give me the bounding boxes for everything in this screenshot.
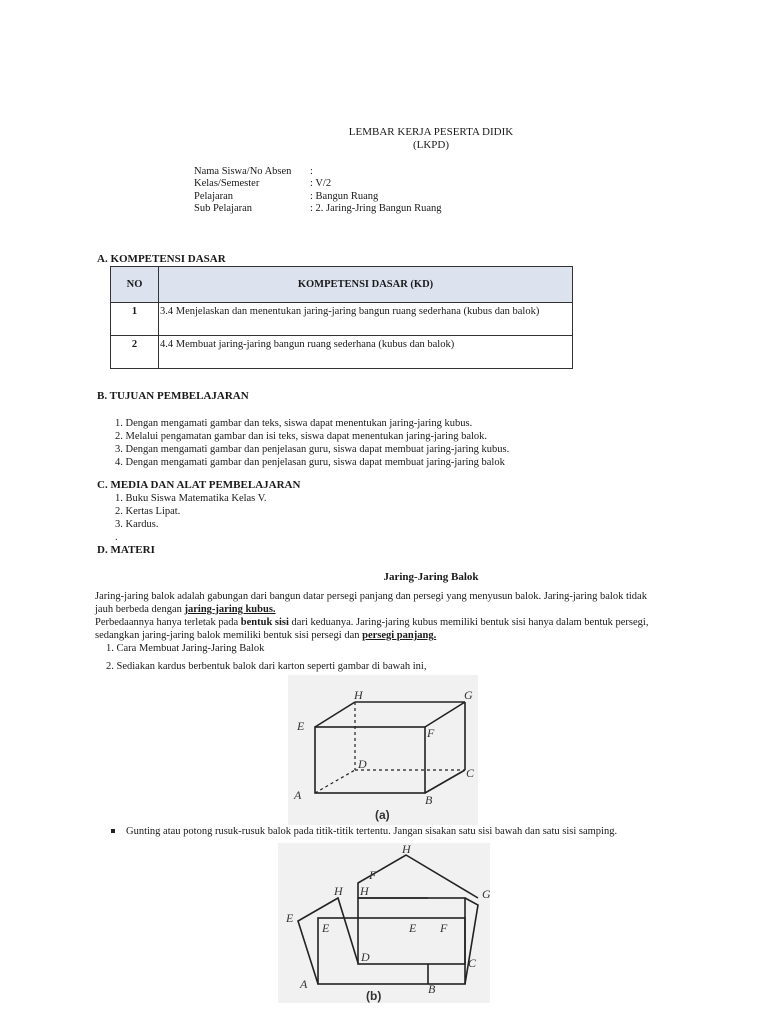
vertex-label: C (468, 956, 477, 970)
bullet-text: Gunting atau potong rusuk-rusuk balok pada titik-titik tertentu. Jangan sisakan satu sisi bawah dan satu sisi samping. (126, 826, 618, 837)
jaring-kubus-link[interactable]: jaring-jaring kubus. (184, 604, 276, 615)
identity-value: : (310, 166, 313, 177)
table-cell-no: 1 (111, 303, 159, 336)
vertex-label: H (402, 843, 411, 856)
kompetensi-table (110, 266, 573, 369)
identity-value: : Bangun Ruang (310, 191, 379, 202)
figure-b (278, 843, 490, 1003)
text: jauh berbeda dengan (95, 604, 185, 615)
table-header-kd: KOMPETENSI DASAR (KD) (159, 267, 573, 303)
paragraph (95, 590, 675, 642)
document-title: LEMBAR KERJA PESERTA DIDIK (348, 126, 514, 138)
identity-label: Nama Siswa/No Absen (194, 166, 292, 177)
section-d-heading: D. MATERI (97, 544, 155, 556)
vertex-label: H (334, 884, 343, 898)
text: Perbedaannya hanya terletak pada (95, 617, 241, 628)
jaring-balok-diagram (278, 843, 490, 1003)
table-row (111, 303, 573, 336)
table-header-row (111, 267, 573, 303)
balok-diagram (288, 675, 478, 825)
vertex-label: A (300, 977, 308, 991)
vertex-label: E (322, 921, 330, 935)
figure-caption: (b) (366, 989, 382, 1003)
vertex-label: A (294, 788, 302, 802)
list-item: 1. Dengan mengamati gambar dan teks, siswa dapat menentukan jaring-jaring kubus. (115, 418, 473, 429)
vertex-label: H (360, 884, 369, 898)
paragraph-line (95, 616, 675, 629)
list-item: 4. Dengan mengamati gambar dan penjelasan guru, siswa dapat membuat jaring-jaring balok (115, 457, 505, 468)
vertex-label: B (428, 982, 436, 996)
figure-caption: (a) (375, 808, 390, 822)
vertex-label: D (358, 757, 367, 771)
text: dari keduanya. Jaring-jaring kubus memiliki bentuk sisi hanya dalam bentuk persegi, (288, 617, 649, 628)
vertex-label: F (369, 868, 377, 882)
vertex-label: D (361, 950, 370, 964)
identity-label: Kelas/Semester (194, 178, 260, 189)
identity-value: : 2. Jaring-Jring Bangun Ruang (310, 203, 442, 214)
persegi-panjang-link[interactable]: persegi panjang. (362, 630, 437, 641)
table-cell-no: 2 (111, 336, 159, 369)
table-row (111, 336, 573, 369)
table-cell-kd: 4.4 Membuat jaring-jaring bangun ruang sederhana (kubus dan balok) (159, 336, 573, 369)
table-header-no: NO (111, 267, 159, 303)
vertex-label: F (440, 921, 448, 935)
list-item: 3. Kardus. (115, 519, 159, 530)
vertex-label: F (427, 726, 435, 740)
list-item: 2. Sediakan kardus berbentuk balok dari karton seperti gambar di bawah ini, (106, 661, 427, 672)
bullet-icon (111, 829, 115, 833)
vertex-label: E (297, 719, 305, 733)
text: sedangkan jaring-jaring balok memiliki bentuk sisi persegi dan (95, 630, 363, 641)
list-item: 2. Kertas Lipat. (115, 506, 181, 517)
vertex-label: G (464, 688, 473, 702)
section-c-heading: C. MEDIA DAN ALAT PEMBELAJARAN (97, 479, 301, 491)
paragraph-line (95, 629, 675, 642)
bold-term: bentuk sisi (240, 617, 289, 628)
list-item: 2. Melalui pengamatan gambar dan isi teks, siswa dapat menentukan jaring-jaring balok. (115, 431, 488, 442)
paragraph-line: Jaring-jaring balok adalah gabungan dari bangun datar persegi panjang dan persegi yang menyusun balok. Jaring-jaring balok tidak (95, 591, 647, 602)
vertex-label: C (466, 766, 475, 780)
list-item: . (115, 532, 118, 543)
document-subtitle: (LKPD) (412, 139, 450, 151)
identity-label: Pelajaran (194, 191, 234, 202)
paragraph-line (95, 603, 675, 616)
section-b-heading: B. TUJUAN PEMBELAJARAN (97, 390, 249, 402)
vertex-label: E (286, 911, 294, 925)
vertex-label: B (425, 793, 433, 807)
vertex-label: E (409, 921, 417, 935)
section-a-heading: A. KOMPETENSI DASAR (97, 253, 226, 265)
identity-value: : V/2 (310, 178, 332, 189)
list-item: 1. Buku Siswa Matematika Kelas V. (115, 493, 267, 504)
table-cell-kd: 3.4 Menjelaskan dan menentukan jaring-jaring bangun ruang sederhana (kubus dan balok) (159, 303, 573, 336)
vertex-label: G (482, 887, 490, 901)
list-item: 3. Dengan mengamati gambar dan penjelasan guru, siswa dapat membuat jaring-jaring kubus. (115, 444, 510, 455)
materi-subtitle: Jaring-Jaring Balok (383, 571, 479, 583)
identity-label: Sub Pelajaran (194, 203, 253, 214)
list-item: 1. Cara Membuat Jaring-Jaring Balok (106, 643, 265, 654)
vertex-label: H (354, 688, 363, 702)
figure-a (288, 675, 478, 825)
